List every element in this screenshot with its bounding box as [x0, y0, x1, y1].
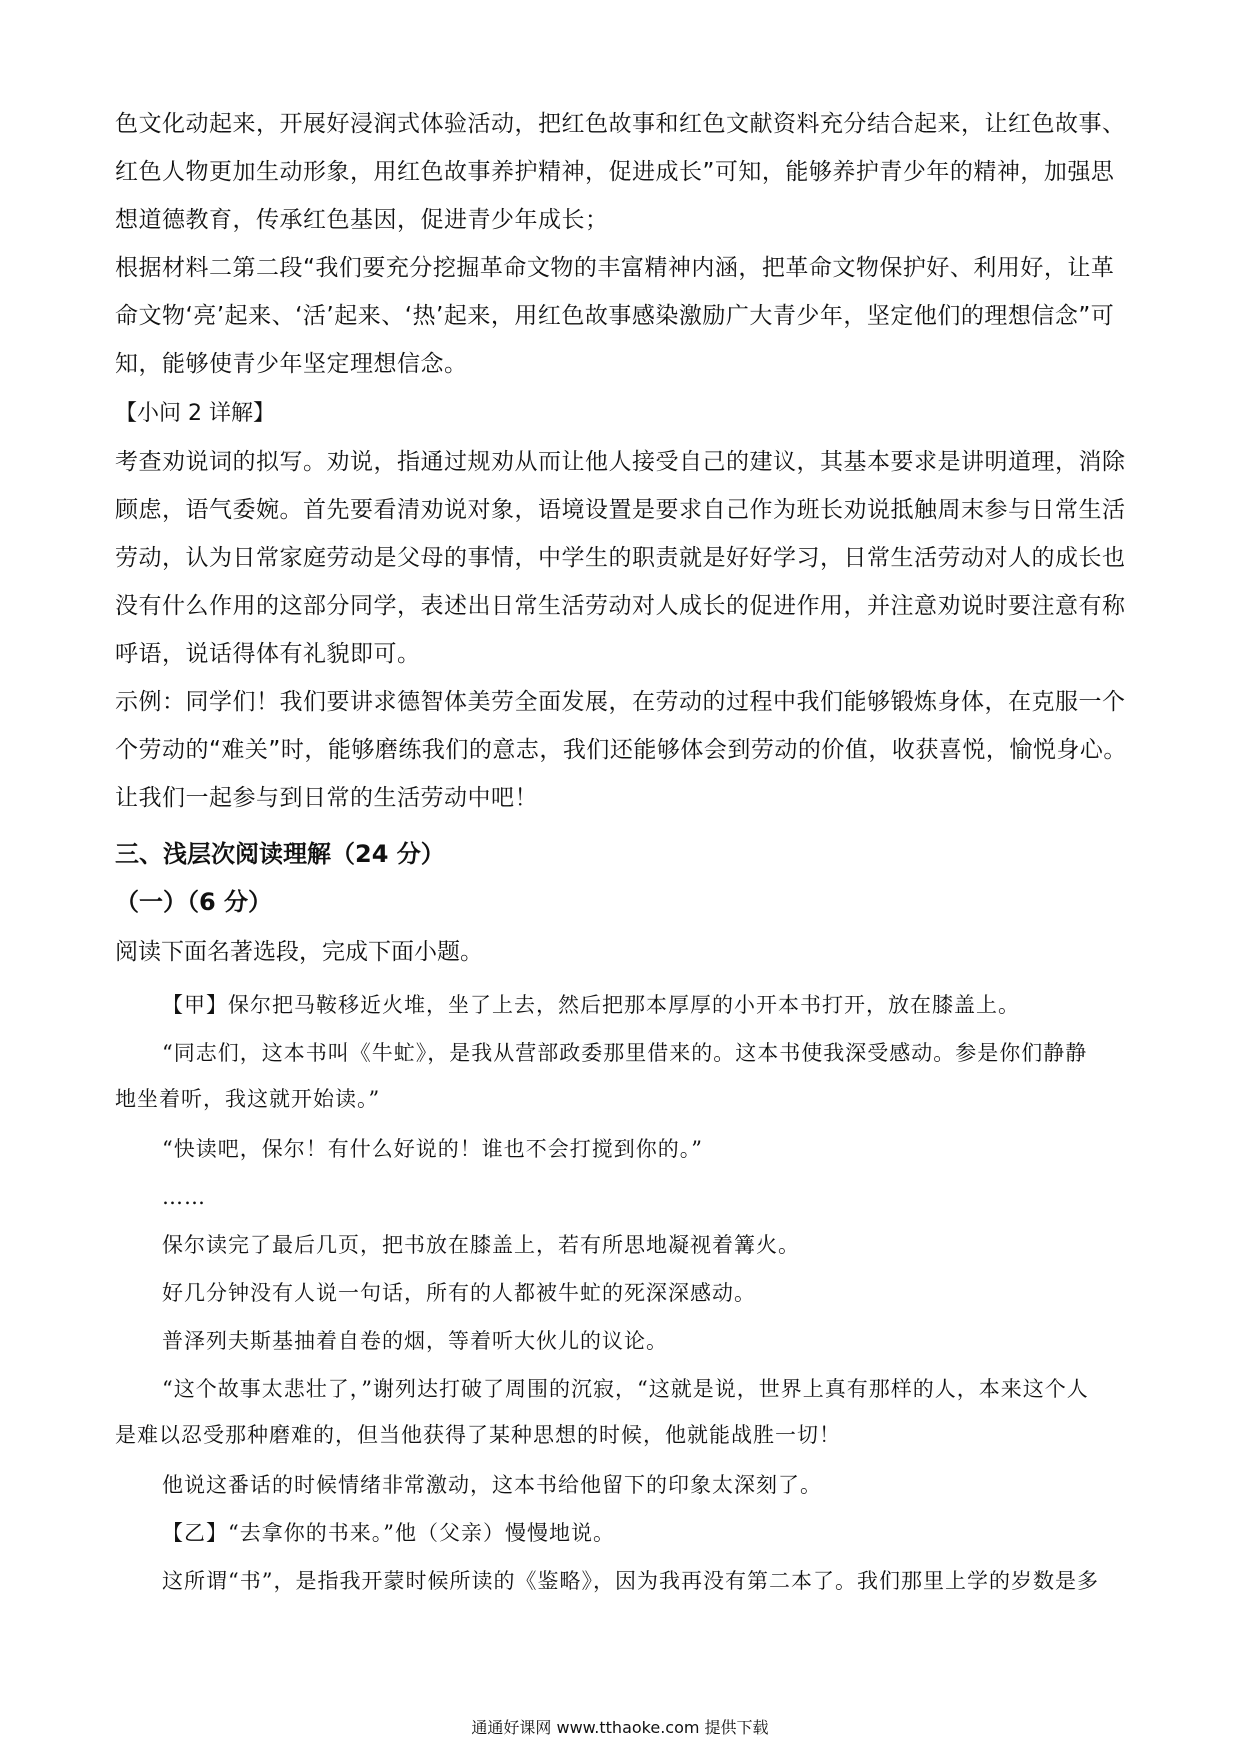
excerpt-yi-paragraph-1: 【乙】“去拿你的书来。”他（父亲）慢慢地说。: [162, 1521, 615, 1545]
excerpt-jia-paragraph-2: “同志们，这本书叫《牛虻》，是我从营部政委那里借来的。这本书使我深受感动。参是你们静静地坐着听，我这就开始读。”: [115, 1041, 1088, 1111]
excerpt-jia-paragraph-7: “这个故事太悲壮了，”谢列达打破了周围的沉寂，“这就是说，世界上真有那样的人，本来这个人是难以忍受那种磨难的，但当他获得了某种思想的时候，他就能战胜一切！: [115, 1377, 1089, 1447]
answer-paragraph-materials-two: 根据材料二第二段“我们要充分挖掘革命文物的丰富精神内涵，把革命文物保护好、利用好，让革命文物‘亮’起来、‘活’起来、‘热’起来，用红色故事感染激励广大青少年，坚定他们的理想信念”可知，能够使青少年坚定理想信念。: [115, 255, 1115, 377]
question-2-explanation: 考查劝说词的拟写。劝说，指通过规劝从而让他人接受自己的建议，其基本要求是讲明道理，消除顾虑，语气委婉。首先要看清劝说对象，语境设置是要求自己作为班长劝说抵触周末参与日常生活劳动，认为日常家庭劳动是父母的事情，中学生的职责就是好好学习，日常生活劳动对人的成长也没有什么作用的这部分同学，表述出日常生活劳动对人成长的促进作用，并注意劝说时要注意有称呼语，说话得体有礼貌即可。: [115, 449, 1126, 667]
section-3-title: 三、浅层次阅读理解（24 分）: [115, 840, 445, 868]
excerpt-ellipsis: ……: [162, 1185, 206, 1209]
excerpt-yi-paragraph-2: 这所谓“书”，是指我开蒙时候所读的《鉴略》，因为我再没有第二本了。我们那里上学的岁数是多: [162, 1569, 1099, 1593]
excerpt-jia-paragraph-6: 普泽列夫斯基抽着自卷的烟，等着听大伙儿的议论。: [162, 1329, 668, 1353]
excerpt-jia-paragraph-3: “快读吧，保尔！有什么好说的！谁也不会打搅到你的。”: [162, 1137, 703, 1161]
excerpt-jia-paragraph-8: 他说这番话的时候情绪非常激动，这本书给他留下的印象太深刻了。: [162, 1473, 822, 1497]
page-footer: 通通好课网 www.tthaoke.com 提供下载: [471, 1718, 769, 1737]
reading-instruction: 阅读下面名著选段，完成下面小题。: [115, 939, 483, 965]
excerpt-jia-paragraph-5: 好几分钟没有人说一句话，所有的人都被牛虻的死深深感动。: [162, 1281, 756, 1305]
excerpt-jia-paragraph-1: 【甲】保尔把马鞍移近火堆，坐了上去，然后把那本厚厚的小开本书打开，放在膝盖上。: [162, 993, 1020, 1017]
section-3-subtitle: （一）（6 分）: [115, 888, 273, 916]
answer-paragraph-materials-one: 色文化动起来，开展好浸润式体验活动，把红色故事和红色文献资料充分结合起来，让红色故事、红色人物更加生动形象，用红色故事养护精神，促进成长”可知，能够养护青少年的精神，加强思想道德教育，传承红色基因，促进青少年成长；: [115, 111, 1126, 233]
question-2-detail-tag: 【小问 2 详解】: [115, 401, 275, 426]
excerpt-jia-paragraph-4: 保尔读完了最后几页，把书放在膝盖上，若有所思地凝视着篝火。: [162, 1233, 800, 1257]
question-2-example-answer: 示例：同学们！我们要讲求德智体美劳全面发展，在劳动的过程中我们能够锻炼身体，在克服一个个劳动的“难关”时，能够磨练我们的意志，我们还能够体会到劳动的价值，收获喜悦，愉悦身心。让我们一起参与到日常的生活劳动中吧！: [115, 689, 1127, 811]
